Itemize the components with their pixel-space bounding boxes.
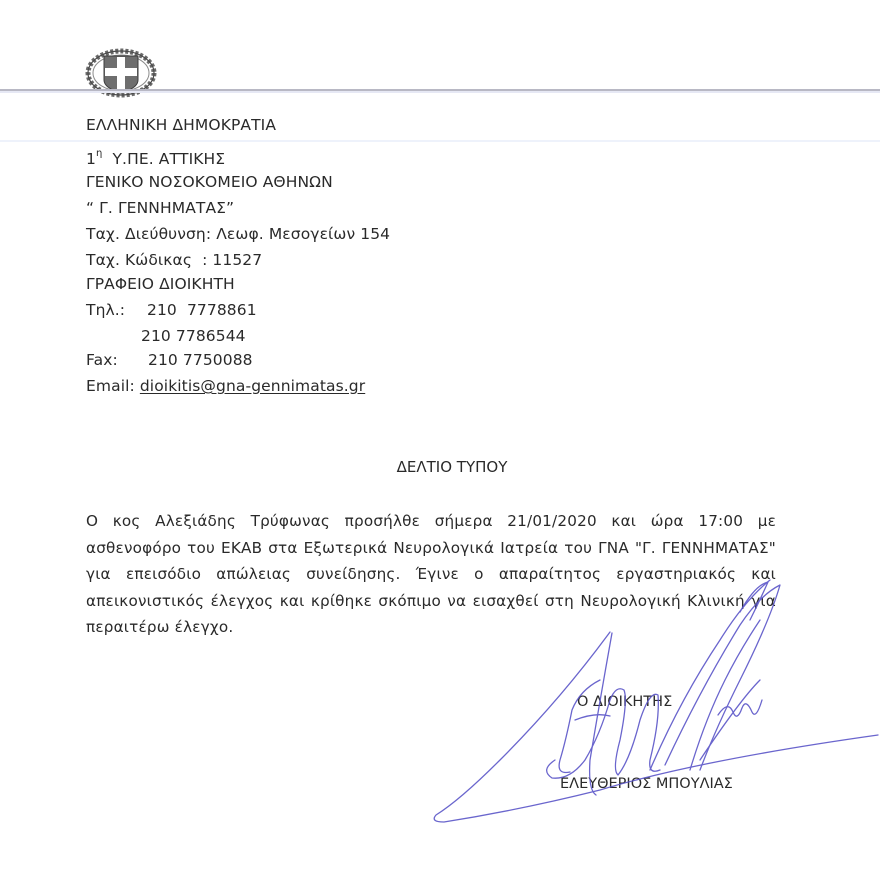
signatory-title: Ο ΔΙΟΙΚΗΤΗΣ [577,694,673,710]
email-label: Email: [86,377,140,395]
hospital-type: ΓΕΝΙΚΟ ΝΟΣΟΚΟΜΕΙΟ ΑΘΗΝΩΝ [86,173,333,191]
fax-label: Fax: [86,351,118,369]
phone-label: Τηλ.: [86,301,126,319]
phone-number-1: 210 7778861 [147,301,257,319]
phone-number-2: 210 7786544 [141,327,246,345]
country-name: ΕΛΛΗΝΙΚΗ ΔΗΜΟΚΡΑΤΙΑ [86,116,277,134]
office-name: ΓΡΑΦΕΙΟ ΔΙΟΙΚΗΤΗ [86,275,235,293]
postal-code: Ταχ. Κώδικας : 11527 [86,251,263,269]
press-release-body: Ο κος Αλεξιάδης Τρύφωνας προσήλθε σήμερα 21/01/2020 και ώρα 17:00 με ασθενοφόρο του ΕΚΑΒ στα Εξωτερικά Νευρολογικά Ιατρεία του ΓΝΑ "Γ. ΓΕΝΝΗΜΑΤΑΣ" για επεισόδιο απώλειας συνείδησης. Έγινε ο απαραίτητος εργαστηριακός και απεικονιστικός έλεγχος και κρίθηκε σκόπιμο να εισαχθεί στη Νευρολογική Κλινική για περαιτέρω έλεγχο. [86,512,776,636]
fax-number: 210 7750088 [148,351,253,369]
health-region [86,146,225,169]
postal-address: Ταχ. Διεύθυνση: Λεωφ. Μεσογείων 154 [86,225,391,243]
email-line [86,376,365,396]
header-rule-shadow [0,91,880,93]
hospital-name: “ Γ. ΓΕΝΝΗΜΑΤΑΣ” [86,199,235,217]
region-superscript: η [95,148,103,159]
email-link[interactable]: dioikitis@gna-gennimatas.gr [139,377,366,395]
region-number: 1 [86,150,96,169]
signatory-name: ΕΛΕΥΘΕΡΙΟΣ ΜΠΟΥΛΙΑΣ [560,776,733,792]
region-name: Υ.ΠΕ. ΑΤΤΙΚΗΣ [102,150,226,169]
header-rule-faint [0,140,880,142]
document-title: ΔΕΛΤΙΟ ΤΥΠΟΥ [396,458,508,476]
